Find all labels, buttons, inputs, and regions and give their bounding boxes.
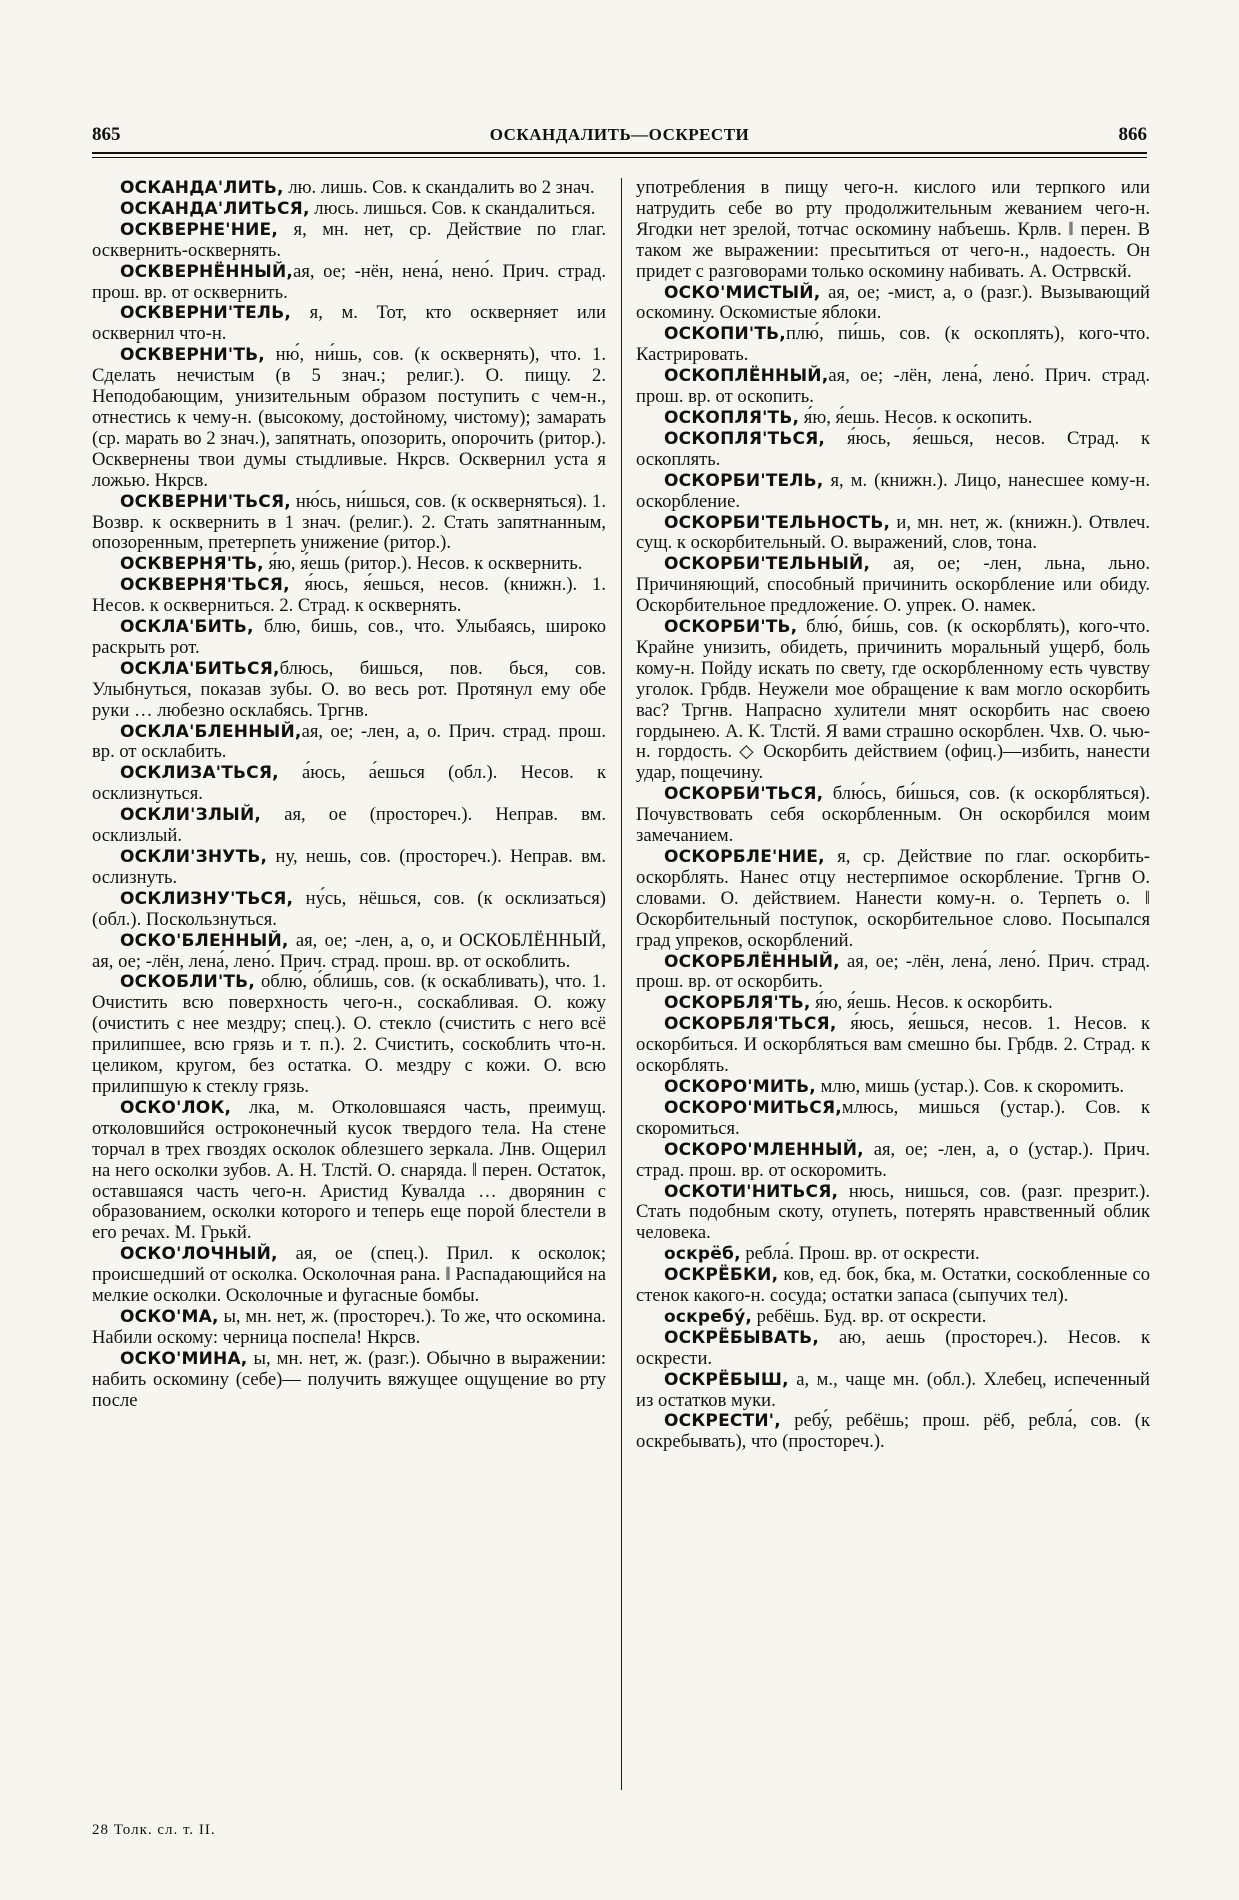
dictionary-entry xyxy=(636,408,1150,429)
entry-definition: ая, ое; -мист, а, о (разг.). Вызывающий оскомину. Оскомистые яблоки. xyxy=(636,281,1150,324)
entry-definition: а, м., чаще мн. (обл.). Хлебец, испеченный из остатков муки. xyxy=(636,1368,1150,1411)
entry-headword: оскрёб, xyxy=(664,1244,741,1265)
entry-definition: блю́сь, би́шься, сов. (к оскорбляться). Почувствовать себя оскорбленным. Он оскорбился моим замечанием. xyxy=(636,783,1150,847)
dictionary-entry xyxy=(92,931,606,973)
dictionary-entry xyxy=(636,178,1150,283)
dictionary-entry xyxy=(92,575,606,617)
entry-definition: употребления в пищу чего-н. кислого или терпкого или натрудить себе во рту продолжительным жеванием чего-н. Ягодки нет зрелой, тотчас оскомину набъешь. Крлв. ‖ перен. В таком же выражении: пресытиться от чего-н., надоесть. Он придет с разговорами только оскомину набивать. А. Острвскй. xyxy=(636,177,1150,282)
entry-definition: ая, ое; -лен, а, о, и ОСКОБЛЁННЫЙ, ая, ое; -лён, лена́, лено́. Прич. страд. прош. вр. от оскоблить. xyxy=(92,929,606,972)
entry-definition: я, ср. Действие по глаг. оскорбить-оскорблять. Нанес отцу нестерпимое оскорбление. Тргнв О. словами. О. действием. Нанести кому-н. о. Терпеть о. ‖ Оскорбительный поступок, оскорбительное слово. Посыпался град упреков, оскорблений. xyxy=(636,846,1150,951)
entry-definition: млюсь, мишься (устар.). Сов. к скоромиться. xyxy=(636,1096,1150,1139)
entry-definition: блюсь, бишься, пов. бься, сов. Улыбнуться, показав зубы. О. во весь рот. Протянул ему обе руки … любезно осклабясь. Тргнв. xyxy=(92,657,606,721)
entry-definition: ребла́. Прош. вр. от оскрести. xyxy=(740,1243,980,1265)
entry-headword: ОСКЛА'БИТЬСЯ, xyxy=(120,658,280,679)
dictionary-entry xyxy=(92,492,606,555)
entry-headword: ОСКО'ЛОК, xyxy=(120,1097,232,1118)
entry-definition: я́ю, я́ешь. Несов. к оскорбить. xyxy=(810,992,1053,1014)
dictionary-entry xyxy=(636,1370,1150,1412)
dictionary-entry xyxy=(92,805,606,847)
running-title: ОСКАНДАЛИТЬ—ОСКРЕСТИ xyxy=(489,125,750,144)
entry-definition: облю́, о́бли́шь, сов. (к оскабливать), что. 1. Очистить всю поверхность чего-н., соскабливая. О. кожу (очистить с нее мездру; спец.). О. стекло (счистить с него всё прилипшее, всю грязь и т. п.). 2. Счистить, соскоблить что-н. целиком, кругом, без остатка. О. мездру с кожи. О. всю прилипшую к стеклу грязь. xyxy=(92,971,606,1097)
entry-definition: ая, ое (спец.). Прил. к осколок; происшедший от осколка. Осколочная рана. ‖ Распадающийся на мелкие осколки. Осколочные и фугасные бомбы. xyxy=(92,1243,606,1307)
entry-definition: ая, ое; -лен, а, о (устар.). Прич. страд. прош. вр. от оскоромить. xyxy=(636,1138,1150,1181)
entry-definition: ая, ое; -лен, льна, льно. Причиняющий, способный причинить оскорбление или обиду. Оскорбительное предложение. О. упрек. О. намек. xyxy=(636,553,1150,617)
entry-headword: ОСКВЕРНЁННЫЙ, xyxy=(120,261,294,282)
page-number-left: 865 xyxy=(92,124,121,145)
entry-headword: ОСКЛА'БИТЬ, xyxy=(120,617,254,638)
entry-definition: ребу́, ребёшь; прош. рёб, ребла́, сов. (к оскребывать), что (простореч.). xyxy=(636,1410,1150,1453)
entry-headword: ОСКЛИ'ЗНУТЬ, xyxy=(120,847,268,867)
entry-headword: ОСКОПЛЁННЫЙ, xyxy=(664,366,829,387)
dictionary-entry xyxy=(92,722,606,764)
entry-headword: ОСКЛА'БЛЕННЫЙ, xyxy=(120,721,302,742)
dictionary-entry xyxy=(92,303,606,345)
entry-headword: ОСКОРО'МЛЕННЫЙ, xyxy=(664,1139,864,1160)
dictionary-entry xyxy=(92,617,606,659)
dictionary-entry xyxy=(92,972,606,1097)
entry-headword: ОСКОРБЛЁННЫЙ, xyxy=(664,951,840,972)
entry-definition: а́юсь, а́ешься (обл.). Несов. к осклизнуться. xyxy=(92,762,606,805)
left-column xyxy=(92,178,606,1411)
entry-headword: ОСКЛИ'ЗЛЫЙ, xyxy=(120,805,262,826)
entry-headword: ОСКАНДА'ЛИТЬ, xyxy=(120,178,284,198)
dictionary-entry xyxy=(636,617,1150,784)
dictionary-entry xyxy=(636,513,1150,555)
entry-headword: ОСКОРБЛЕ'НИЕ, xyxy=(664,847,825,867)
dictionary-entry xyxy=(92,659,606,722)
entry-headword: ОСКАНДА'ЛИТЬСЯ, xyxy=(120,198,310,219)
dictionary-entry xyxy=(636,1182,1150,1245)
entry-definition: блю, бишь, сов., что. Улыбаясь, широко раскрыть рот. xyxy=(92,616,606,658)
entry-definition: блю́, би́шь, сов. (к оскорблять), кого-что. Крайне унизить, обидеть, причинить моральный ущерб, боль кому-н. Пойду искать по свету, где оскорбленному есть чувству уголок. Грбдв. Неужели мое обращение к вам могло оскорбить вас? Тргнв. Напрасно хулители мнят оскорбить нас своею гордынею. А. К. Тлстй. Я вами страшно оскорблен. Чхв. О. чью-н. гордость. ◇ Оскорбить действием (офиц.)—избить, нанести удар, пощечину. xyxy=(636,616,1150,784)
dictionary-entry xyxy=(92,1098,606,1244)
entry-headword: ОСКЛИЗА'ТЬСЯ, xyxy=(120,763,279,784)
dictionary-entry xyxy=(92,554,606,575)
dictionary-entry xyxy=(92,345,606,491)
entry-definition: ая, ое; -лен, а, о. Прич. страд. прош. вр. от осклабить. xyxy=(92,720,606,763)
entry-headword: ОСКОПИ'ТЬ, xyxy=(664,324,786,345)
entry-headword: ОСКОРБИ'ТЬ, xyxy=(664,617,798,638)
entry-headword: ОСКЛИЗНУ'ТЬСЯ, xyxy=(120,888,294,909)
entry-definition: я, м. Тот, кто оскверняет или осквернил что-н. xyxy=(92,302,606,345)
entry-definition: ы, мн. нет, ж. (простореч.). То же, что оскомина. Набили оскому: черница поспела! Нкрсв. xyxy=(92,1305,606,1348)
entry-definition: ы, мн. нет, ж. (разг.). Обычно в выражении: набить оскомину (себе)— получить вяжущее ощущение во рту после xyxy=(92,1347,606,1411)
entry-definition: лю. лишь. Сов. к скандалить во 2 знач. xyxy=(283,177,595,198)
page-number-right: 866 xyxy=(1118,124,1147,145)
entry-definition: нюсь, нишься, сов. (разг. презрит.). Стать подобным скоту, отупеть, потерять нравственный облик человека. xyxy=(636,1180,1150,1244)
dictionary-entry xyxy=(92,220,606,262)
entry-headword: ОСКОРБИ'ТЕЛЬНОСТЬ, xyxy=(664,512,891,533)
entry-definition: ая, ое; -нён, нена́, нено́. Прич. страд. прош. вр. от осквернить. xyxy=(92,260,606,303)
entry-headword: ОСКВЕРНЕ'НИЕ, xyxy=(120,219,279,240)
dictionary-entry xyxy=(636,1411,1150,1453)
dictionary-entry xyxy=(636,784,1150,847)
dictionary-entry xyxy=(636,471,1150,513)
entry-headword: ОСКОРБИ'ТЬСЯ, xyxy=(664,784,824,805)
entry-definition: лка, м. Отколовшаяся часть, преимущ. отколовшийся остроконечный кусок твердого тела. На стене торчал в трех гвоздях осколок облезшего зеркала. Лнв. Ощерил на него осколки зубов. А. Н. Тлстй. О. снаряда. ‖ перен. Остаток, оставшаяся часть чего-н. Аристид Кувалда … дворянин с образованием, осколки которого и теперь еще порой блестели в его речах. М. Грькй. xyxy=(92,1096,606,1244)
entry-headword: ОСКОПЛЯ'ТЬСЯ, xyxy=(664,428,826,449)
dictionary-entry xyxy=(636,1328,1150,1370)
entry-definition: я́юсь, я́ешься, несов. (книжн.). 1. Несов. к оскверниться. 2. Страд. к осквернять. xyxy=(92,574,606,617)
entry-headword: ОСКО'МИСТЫЙ, xyxy=(664,282,821,303)
dictionary-entry xyxy=(92,889,606,931)
dictionary-entry xyxy=(636,1077,1150,1098)
entry-definition: я, мн. нет, ср. Действие по глаг. осквернить-осквернять. xyxy=(92,218,606,261)
entry-definition: ая, ое; -лён, лена́, лено́. Прич. страд. прош. вр. от оскорбить. xyxy=(636,950,1150,993)
entry-definition: ая, ое; -лён, лена́, лено́. Прич. страд. прош. вр. от оскопить. xyxy=(636,365,1150,408)
entry-definition: ну, нешь, сов. (простореч.). Неправ. вм. ослизнуть. xyxy=(92,846,606,888)
entry-headword: ОСКОРО'МИТЬ, xyxy=(664,1076,816,1097)
entry-headword: ОСКРЕСТИ', xyxy=(664,1411,781,1432)
entry-headword: оскребу́, xyxy=(664,1306,753,1327)
entry-headword: ОСКО'БЛЕННЫЙ, xyxy=(120,930,289,951)
dictionary-entry xyxy=(92,1244,606,1307)
entry-definition: млю, мишь (устар.). Сов. к скоромить. xyxy=(815,1075,1125,1097)
right-column xyxy=(636,178,1150,1453)
entry-headword: ОСКОРБЛЯ'ТЬ, xyxy=(664,993,811,1014)
entry-definition: и, мн. нет, ж. (книжн.). Отвлеч. сущ. к оскорбительный. О. выражений, слов, тона. xyxy=(636,511,1150,554)
entry-definition: люсь. лишься. Сов. к скандалиться. xyxy=(309,197,596,219)
dictionary-entry xyxy=(92,262,606,304)
header-rule xyxy=(92,152,1147,158)
dictionary-entry xyxy=(92,1307,606,1349)
entry-headword: ОСКВЕРНИ'ТЕЛЬ, xyxy=(120,303,292,324)
entry-headword: ОСКОПЛЯ'ТЬ, xyxy=(664,407,800,428)
dictionary-entry xyxy=(636,952,1150,994)
dictionary-entry xyxy=(92,847,606,889)
entry-definition: ню́сь, ни́шься, сов. (к оскверняться). 1. Возвр. к осквернить в 1 знач. (религ.). 2. Стать запятнанным, опозоренным, претерпеть унижение (ритор.). xyxy=(92,490,606,554)
entry-definition: я́юсь, я́ешься, несов. 1. Несов. к оскорбиться. И оскорбляться вам смешно бы. Грбдв. 2. Страд. к оскорблять. xyxy=(636,1013,1150,1077)
entry-headword: ОСКРЁБЫШ, xyxy=(664,1369,789,1390)
entry-definition: ребёшь. Буд. вр. от оскрести. xyxy=(752,1305,987,1327)
entry-headword: ОСКОРО'МИТЬСЯ, xyxy=(664,1097,842,1118)
dictionary-entry xyxy=(636,1140,1150,1182)
entry-definition: ню́, ни́шь, сов. (к осквернять), что. 1. Сделать нечистым (в 5 знач.; религ.). О. пищу. 2. Неподобающим, унизительным образом поступить с чем-н., отнестись к чему-н. (высокому, достойному, чистому); замарать (ср. марать во 2 знач.), запятнать, опозорить, опорочить (ритор.). Осквернены твои думы стыдливые. Нкрсв. Осквернил уста я ложью. Нкрсв. xyxy=(92,344,606,491)
entry-headword: ОСКОТИ'НИТЬСЯ, xyxy=(664,1181,839,1202)
entry-definition: я́юсь, я́ешься, несов. Страд. к оскоплять. xyxy=(636,427,1150,470)
entry-definition: я́ю, я́ешь. Несов. к оскопить. xyxy=(799,406,1033,428)
dictionary-entry xyxy=(636,1307,1150,1328)
entry-headword: ОСКОРБИ'ТЕЛЬНЫЙ, xyxy=(664,554,871,575)
dictionary-entry xyxy=(92,763,606,805)
dictionary-entry xyxy=(636,554,1150,617)
entry-definition: я, м. (книжн.). Лицо, нанесшее кому-н. оскорбление. xyxy=(636,469,1150,512)
dictionary-entry xyxy=(636,1265,1150,1307)
entry-definition: аю, аешь (простореч.). Несов. к оскрести. xyxy=(636,1326,1150,1369)
dictionary-entry xyxy=(636,1014,1150,1077)
dictionary-entry xyxy=(636,429,1150,471)
entry-headword: ОСКВЕРНЯ'ТЬСЯ, xyxy=(120,575,290,596)
entry-definition: ая, ое (простореч.). Неправ. вм. осклизлый. xyxy=(92,804,606,847)
entry-headword: ОСКОРБЛЯ'ТЬСЯ, xyxy=(664,1014,837,1035)
dictionary-entry xyxy=(92,199,606,220)
dictionary-entry xyxy=(92,178,606,199)
column-divider xyxy=(621,178,622,1790)
dictionary-entry xyxy=(636,847,1150,952)
entry-headword: ОСКВЕРНЯ'ТЬ, xyxy=(120,554,264,575)
entry-headword: ОСКО'МА, xyxy=(120,1306,219,1327)
entry-headword: ОСКОРБИ'ТЕЛЬ, xyxy=(664,470,824,491)
dictionary-entry xyxy=(636,993,1150,1014)
entry-headword: ОСКРЁБКИ, xyxy=(664,1265,779,1286)
entry-definition: плю́, пи́шь, сов. (к оскоплять), кого-что. Кастрировать. xyxy=(636,323,1150,366)
entry-headword: ОСКО'ЛОЧНЫЙ, xyxy=(120,1244,278,1265)
entry-headword: ОСКВЕРНИ'ТЬСЯ, xyxy=(120,491,291,512)
page-footer: 28 Толк. сл. т. II. xyxy=(92,1822,216,1838)
entry-definition: я́ю, я́ешь (ритор.). Несов. к осквернить. xyxy=(263,553,583,575)
entry-definition: ков, ед. бок, бка, м. Остатки, соскобленные со стенок какого-н. сосуда; остатки запаса (сыпучих тел). xyxy=(636,1264,1150,1307)
entry-headword: ОСКОБЛИ'ТЬ, xyxy=(120,972,255,993)
dictionary-entry xyxy=(636,324,1150,366)
dictionary-entry xyxy=(636,366,1150,408)
dictionary-entry xyxy=(636,1098,1150,1140)
entry-definition: ну́сь, нёшься, сов. (к осклизаться) (обл.). Поскользнуться. xyxy=(92,887,606,930)
dictionary-entry xyxy=(92,1349,606,1412)
dictionary-entry xyxy=(636,283,1150,325)
entry-headword: ОСКРЁБЫВАТЬ, xyxy=(664,1327,819,1348)
dictionary-entry xyxy=(636,1244,1150,1265)
entry-headword: ОСКО'МИНА, xyxy=(120,1348,248,1369)
entry-headword: ОСКВЕРНИ'ТЬ, xyxy=(120,345,265,366)
